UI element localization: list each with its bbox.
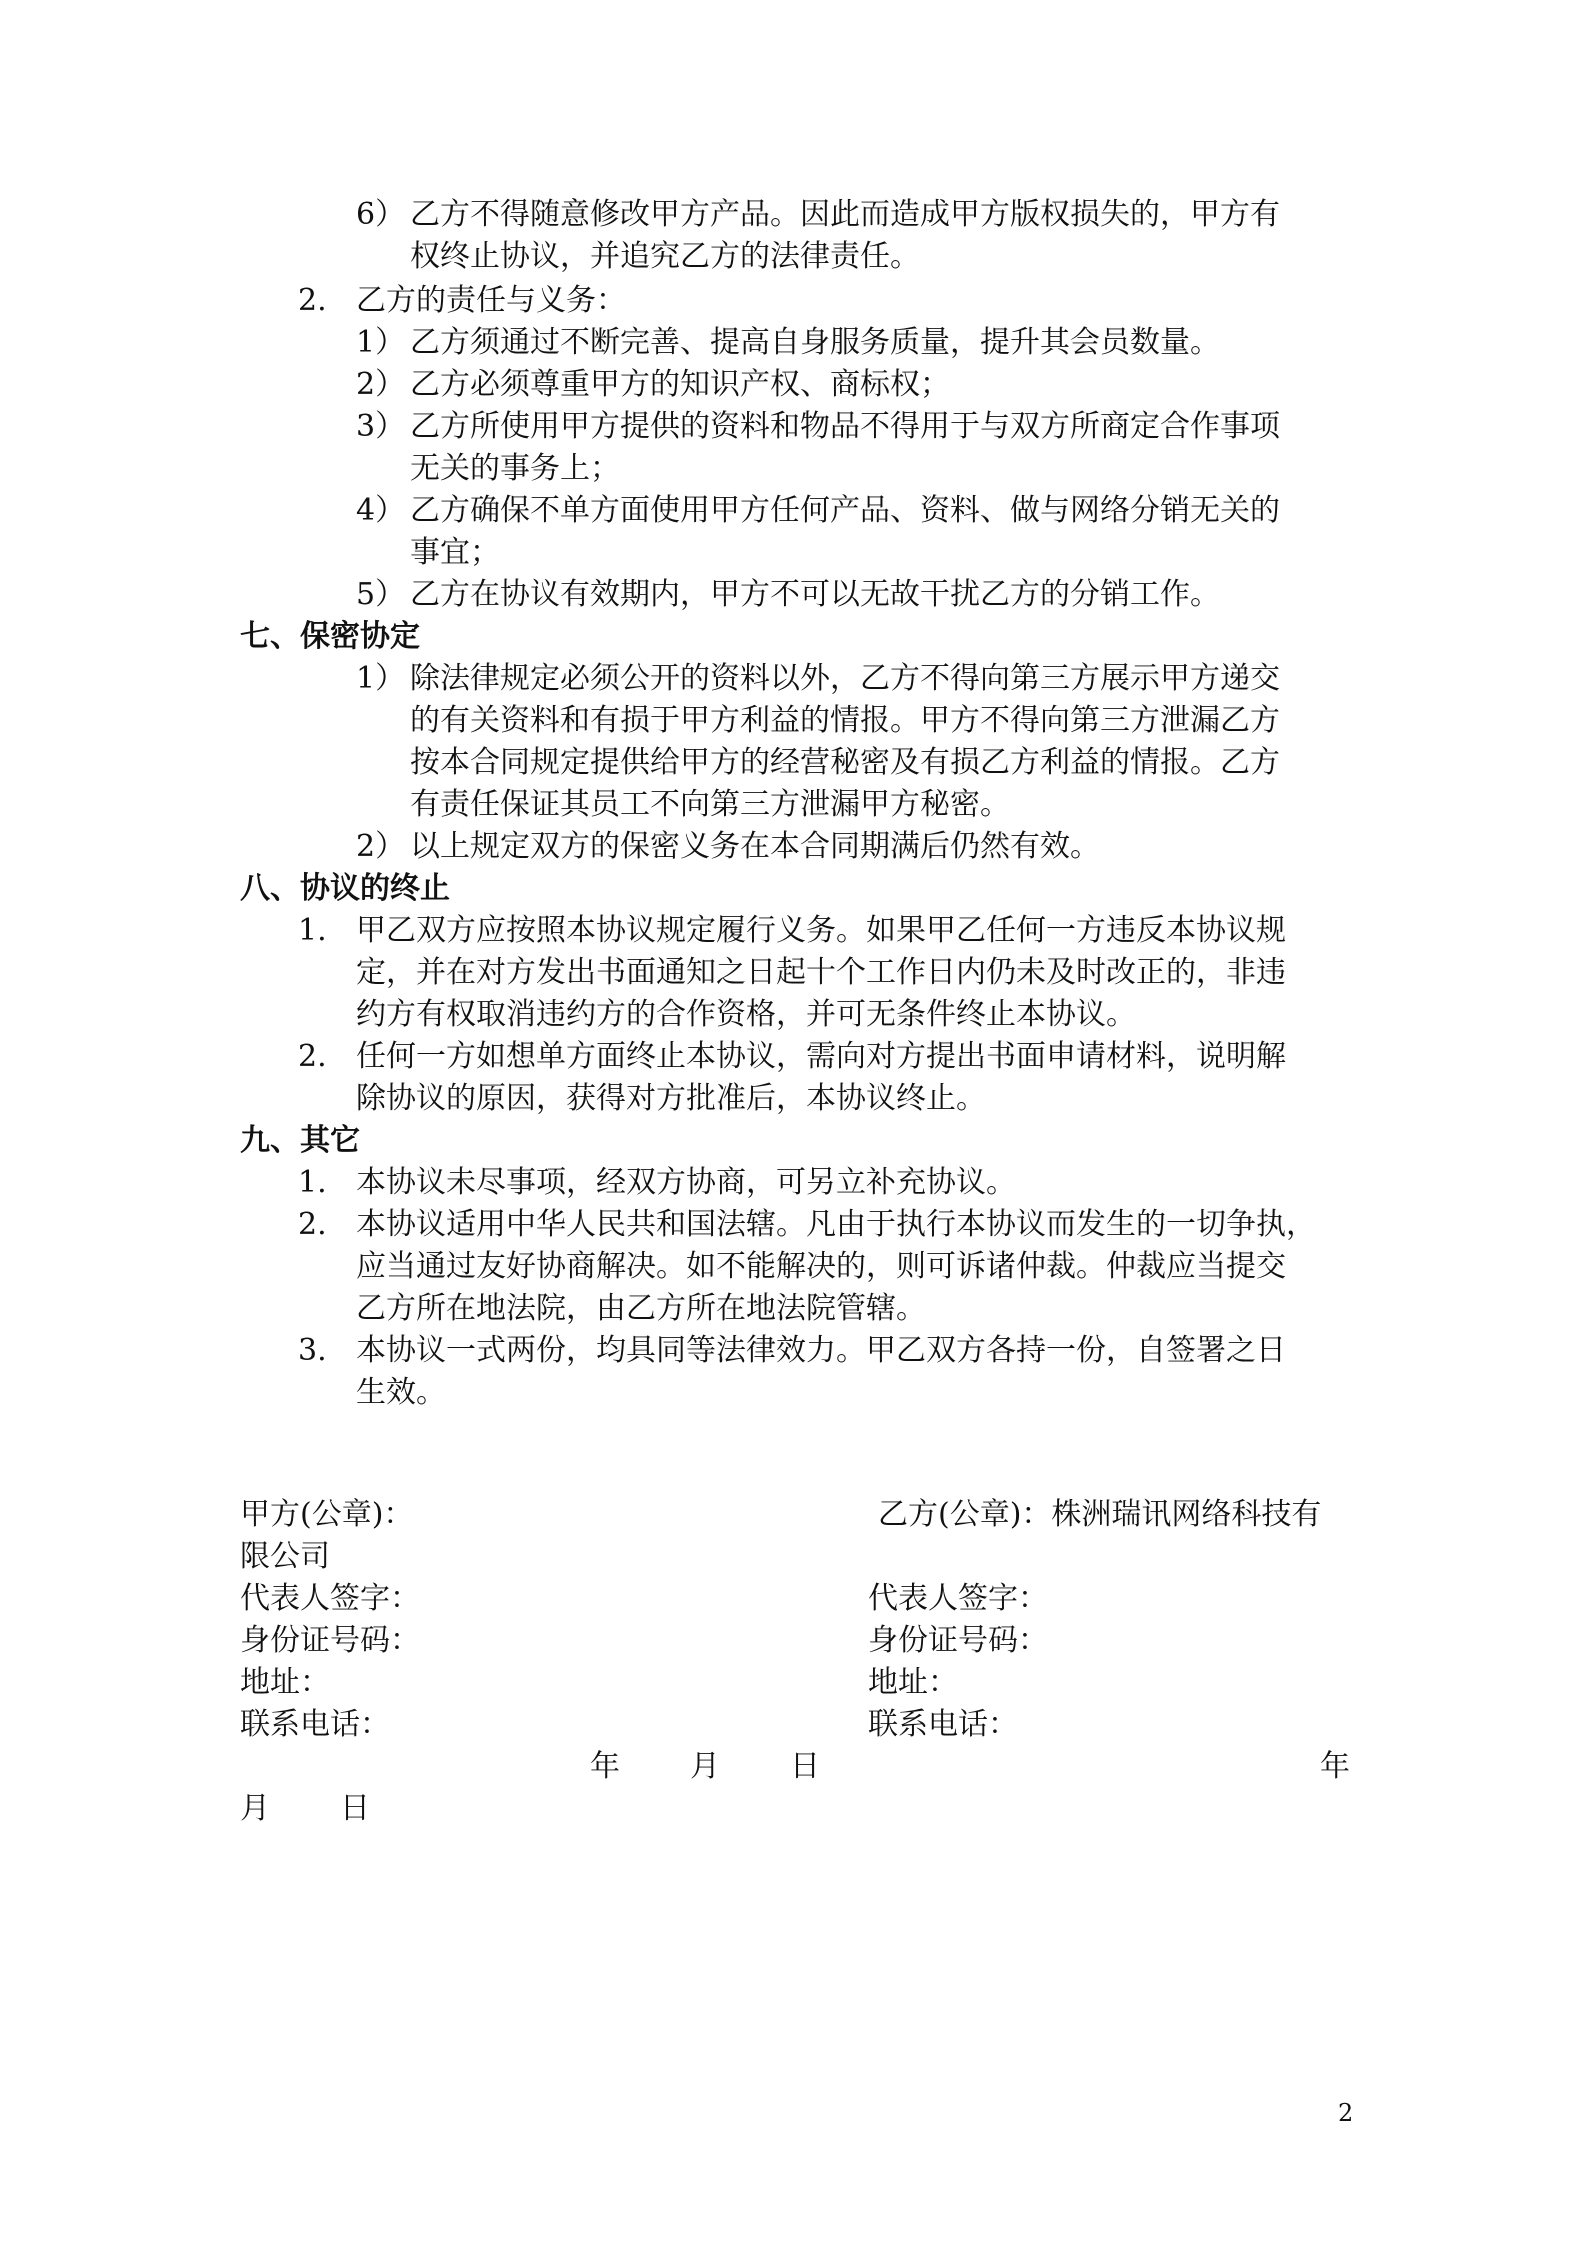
list-number: 3.	[298, 1333, 327, 1368]
list-number: 5）	[356, 577, 406, 612]
party-a-seal: 甲方(公章)：	[240, 1497, 414, 1532]
date-month-a: 月	[690, 1749, 720, 1784]
party-b-phone: 联系电话：	[868, 1707, 1018, 1742]
paragraph-line: 乙方在协议有效期内，甲方不可以无故干扰乙方的分销工作。	[410, 577, 1220, 612]
party-a-representative: 代表人签字：	[240, 1581, 420, 1616]
paragraph-line: 事宜；	[410, 535, 500, 570]
paragraph-line: 的有关资料和有损于甲方利益的情报。甲方不得向第三方泄漏乙方	[410, 703, 1280, 738]
paragraph-line: 乙方不得随意修改甲方产品。因此而造成甲方版权损失的，甲方有	[410, 197, 1280, 232]
subsection-title: 乙方的责任与义务：	[356, 283, 626, 318]
paragraph-line: 生效。	[356, 1375, 446, 1410]
date-day-b: 日	[340, 1791, 370, 1826]
section-heading: 八、协议的终止	[240, 871, 450, 906]
paragraph-line: 乙方所在地法院，由乙方所在地法院管辖。	[356, 1291, 926, 1326]
paragraph-line: 本协议未尽事项，经双方协商，可另立补充协议。	[356, 1165, 1016, 1200]
paragraph-line: 除法律规定必须公开的资料以外，乙方不得向第三方展示甲方递交	[410, 661, 1280, 696]
list-number: 2.	[298, 1039, 327, 1074]
date-year-b: 年	[1320, 1749, 1350, 1784]
list-number: 3）	[356, 409, 406, 444]
party-b-seal-continued: 限公司	[240, 1539, 330, 1574]
list-number: 6）	[356, 197, 406, 232]
party-a-id-number: 身份证号码：	[240, 1623, 420, 1658]
list-number: 2）	[356, 829, 406, 864]
paragraph-line: 权终止协议，并追究乙方的法律责任。	[410, 239, 920, 274]
paragraph-line: 按本合同规定提供给甲方的经营秘密及有损乙方利益的情报。乙方	[410, 745, 1280, 780]
list-number: 1.	[298, 913, 327, 948]
party-b-seal: 乙方(公章)：株洲瑞讯网络科技有	[878, 1497, 1322, 1532]
party-b-address: 地址：	[868, 1665, 958, 1700]
paragraph-line: 乙方所使用甲方提供的资料和物品不得用于与双方所商定合作事项	[410, 409, 1280, 444]
section-heading: 七、保密协定	[240, 619, 420, 654]
section-heading: 九、其它	[240, 1123, 360, 1158]
date-month-b: 月	[240, 1791, 270, 1826]
paragraph-line: 无关的事务上；	[410, 451, 620, 486]
page-number: 2	[1338, 2099, 1354, 2127]
list-number: 2）	[356, 367, 406, 402]
paragraph-line: 乙方确保不单方面使用甲方任何产品、资料、做与网络分销无关的	[410, 493, 1280, 528]
list-number: 1.	[298, 1165, 327, 1200]
paragraph-line: 有责任保证其员工不向第三方泄漏甲方秘密。	[410, 787, 1010, 822]
party-a-phone: 联系电话：	[240, 1707, 390, 1742]
paragraph-line: 任何一方如想单方面终止本协议，需向对方提出书面申请材料，说明解	[356, 1039, 1286, 1074]
party-a-address: 地址：	[240, 1665, 330, 1700]
date-year-a: 年	[590, 1749, 620, 1784]
paragraph-line: 除协议的原因，获得对方批准后，本协议终止。	[356, 1081, 986, 1116]
party-b-id-number: 身份证号码：	[868, 1623, 1048, 1658]
paragraph-line: 以上规定双方的保密义务在本合同期满后仍然有效。	[410, 829, 1100, 864]
list-number: 1）	[356, 325, 406, 360]
paragraph-line: 本协议一式两份，均具同等法律效力。甲乙双方各持一份，自签署之日	[356, 1333, 1286, 1368]
date-day-a: 日	[790, 1749, 820, 1784]
paragraph-line: 乙方必须尊重甲方的知识产权、商标权；	[410, 367, 950, 402]
list-number: 2.	[298, 283, 327, 318]
paragraph-line: 约方有权取消违约方的合作资格，并可无条件终止本协议。	[356, 997, 1136, 1032]
list-number: 1）	[356, 661, 406, 696]
list-number: 2.	[298, 1207, 327, 1242]
paragraph-line: 乙方须通过不断完善、提高自身服务质量，提升其会员数量。	[410, 325, 1220, 360]
list-number: 4）	[356, 493, 406, 528]
party-b-representative: 代表人签字：	[868, 1581, 1048, 1616]
paragraph-line: 甲乙双方应按照本协议规定履行义务。如果甲乙任何一方违反本协议规	[356, 913, 1286, 948]
paragraph-line: 应当通过友好协商解决。如不能解决的，则可诉诸仲裁。仲裁应当提交	[356, 1249, 1286, 1284]
paragraph-line: 本协议适用中华人民共和国法辖。凡由于执行本协议而发生的一切争执，	[356, 1207, 1316, 1242]
paragraph-line: 定，并在对方发出书面通知之日起十个工作日内仍未及时改正的，非违	[356, 955, 1286, 990]
